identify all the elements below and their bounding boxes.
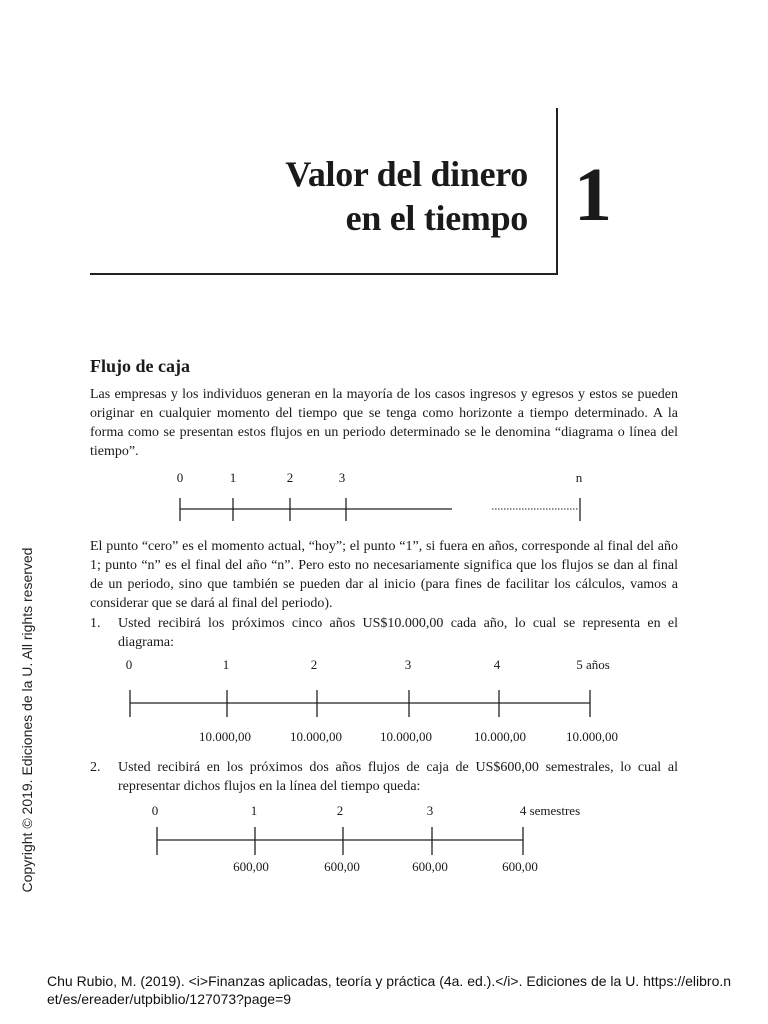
timeline-flow-value: 10.000,00 xyxy=(474,729,526,744)
timeline-label: 1 xyxy=(222,657,230,672)
timeline-label: 2 xyxy=(336,803,344,818)
intro-paragraph: Las empresas y los individuos generan en la mayoría de los casos ingresos y egresos y estos se pueden originar en cualquier momento del tiempo que se tenga como horizonte a tiempo determinado. A la forma como se presentan estos flujos en un periodo determinado se le denomina “diagrama o línea del tiempo”. xyxy=(90,387,678,459)
chapter-title-line2: en el tiempo xyxy=(345,198,528,238)
timeline-label: 2 xyxy=(286,470,294,485)
timeline-label: 3 xyxy=(426,803,434,818)
timeline-label: 1 xyxy=(250,803,258,818)
timeline-flow-value: 600,00 xyxy=(233,859,269,874)
timeline-flow-value: 600,00 xyxy=(502,859,538,874)
timeline-label: 3 xyxy=(404,657,412,672)
list-item-text: Usted recibirá los próximos cinco años US$10.000,00 cada año, lo cual se representa en el diagrama: xyxy=(118,616,678,650)
timeline-label: 0 xyxy=(125,657,133,672)
timeline-label: 2 xyxy=(310,657,318,672)
timeline-flow-value: 10.000,00 xyxy=(290,729,342,744)
timeline-label: 4 xyxy=(493,657,501,672)
timeline-semester-axis xyxy=(157,827,523,855)
timeline-flow-value: 10.000,00 xyxy=(199,729,251,744)
citation-footer: Chu Rubio, M. (2019). <i>Finanzas aplicadas, teoría y práctica (4a. ed.).</i>. Ediciones de la U. https://elibro.net/es/ereader/utpbiblio/127073?page=9 xyxy=(47,973,732,1007)
timeline-flow-value: 10.000,00 xyxy=(566,729,618,744)
timeline-label: 5 años xyxy=(576,657,610,672)
timeline-label: 3 xyxy=(338,470,346,485)
timeline-flow-value: 600,00 xyxy=(412,859,448,874)
timeline-label: 0 xyxy=(176,470,184,485)
list-item-number: 2. xyxy=(90,760,101,775)
timeline-label: 4 semestres xyxy=(519,803,581,818)
timeline-flow-value: 600,00 xyxy=(324,859,360,874)
list-item-text: Usted recibirá en los próximos dos años flujos de caja de US$600,00 semestrales, lo cual al representar dichos flujos en la línea del tiempo queda: xyxy=(118,760,678,794)
timeline-flow-value: 10.000,00 xyxy=(380,729,432,744)
list-item-number: 1. xyxy=(90,616,101,631)
timeline-label: 1 xyxy=(229,470,237,485)
chapter-number: 1 xyxy=(574,153,612,237)
timeline-label: n xyxy=(575,470,583,485)
section-heading: Flujo de caja xyxy=(90,356,190,376)
chapter-title-line1: Valor del dinero xyxy=(285,154,528,194)
copyright-notice: Copyright © 2019. Ediciones de la U. All rights reserved xyxy=(19,547,35,893)
timeline-label: 0 xyxy=(151,803,159,818)
explanation-paragraph: El punto “cero” es el momento actual, “hoy”; el punto “1”, si fuera en años, corresponde al final del año 1; punto “n” es el final del año “n”. Pero esto no necesariamente significa que los flujos se dan al final de un periodo, sino que también se pueden dar al inicio (para fines de facilitar los cálculos, vamos a considerar que se dará al final del periodo). xyxy=(90,539,678,611)
